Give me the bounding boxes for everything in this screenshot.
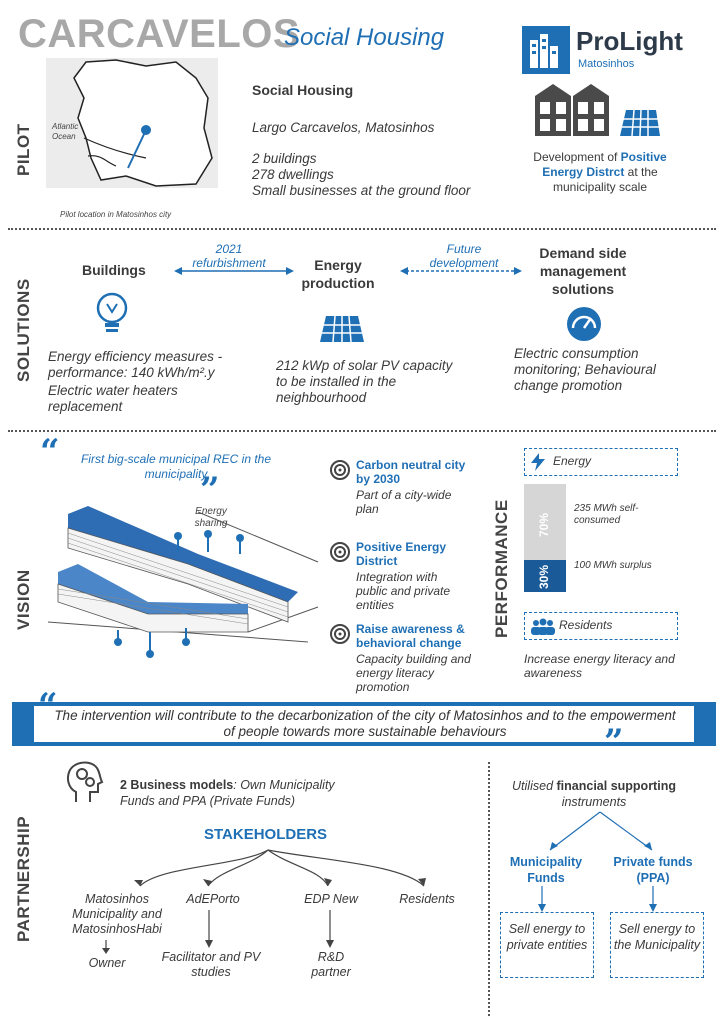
ped-post: at the municipality scale — [552, 165, 658, 194]
vision-item-text: Part of a city-wide plan — [356, 488, 452, 516]
logo-name: ProLight — [576, 26, 683, 56]
section-divider — [8, 430, 716, 432]
solutions-col1-title: Buildings — [82, 262, 146, 278]
bar-surplus-text: 100 MWh surplus — [574, 560, 652, 571]
stakeholder-3: EDP New — [304, 892, 358, 906]
bar-surplus-pct: 30% — [537, 564, 552, 590]
arrow-down-icon — [538, 886, 546, 912]
energy-sharing-label: Energy sharing — [194, 506, 228, 529]
solar-panel-icon — [320, 316, 364, 342]
vision-item-title: Positive Energy District — [356, 540, 447, 568]
arrow-down-icon — [326, 910, 334, 948]
banner-quote-close-icon: ” — [604, 722, 624, 762]
vision-item-text: Capacity building and energy literacy promotion — [356, 652, 471, 694]
solutions-col2-title: Energy production — [301, 257, 375, 291]
fin-bold: financial supporting — [556, 779, 676, 793]
stakeholders-title: STAKEHOLDERS — [204, 826, 328, 843]
section-label-solutions: SOLUTIONS — [14, 278, 33, 382]
residents-text: Increase energy literacy and awareness — [524, 652, 675, 680]
residents-label: Residents — [559, 618, 613, 632]
bar-self-pct: 70% — [537, 512, 552, 538]
arrow-down-icon — [649, 886, 657, 912]
bm-rest: : Own Municipality Funds and PPA (Private Funds) — [120, 778, 335, 808]
bm-bold: 2 Business models — [120, 778, 234, 792]
vision-item-title: Raise awareness & behavioral change — [356, 622, 465, 650]
bar-surplus — [524, 560, 566, 592]
energy-label: Energy — [553, 454, 592, 468]
arrow-down-icon — [205, 910, 213, 948]
stakeholder-2-role: Facilitator and PV studies — [161, 950, 261, 979]
vision-item-text: Integration with public and private entities — [356, 570, 451, 612]
head-gears-icon — [66, 760, 104, 804]
prolight-logo — [522, 26, 712, 74]
solutions-col3-text: Electric consumption monitoring; Behavioural change promotion — [514, 346, 656, 393]
target-icon — [330, 542, 350, 562]
pilot-fact: 2 buildings — [252, 151, 317, 166]
map-caption: Pilot location in Matosinhos city — [60, 210, 172, 219]
energy-bar-chart — [524, 484, 566, 592]
solutions-col3-title: Demand side management solutions — [539, 245, 627, 297]
stakeholder-4: Residents — [399, 892, 455, 906]
fund-1-box — [500, 912, 594, 978]
bar-self-consumed — [524, 484, 566, 560]
page-title: CARCAVELOS — [18, 12, 301, 56]
pilot-fact: 278 dwellings — [252, 167, 334, 182]
arrow1-label: 2021 refurbishment — [192, 242, 266, 270]
solutions-col2-text: 212 kWp of solar PV capacity to be installed in the neighbourhood — [276, 358, 453, 405]
lightning-icon — [531, 453, 545, 471]
fund-2-box — [610, 912, 704, 978]
stakeholder-1-role: Owner — [88, 956, 126, 970]
buildings-illustration — [48, 492, 318, 662]
people-icon — [530, 619, 556, 635]
gauge-icon — [566, 306, 602, 342]
section-label-partnership: PARTNERSHIP — [14, 815, 33, 942]
solar-panel-icon — [620, 110, 660, 136]
column-divider — [488, 762, 490, 1016]
double-arrow-2 — [400, 266, 522, 276]
page-subtitle: Social Housing — [284, 24, 445, 51]
stakeholder-1: Matosinhos Municipality and MatosinhosHabi — [72, 892, 162, 936]
pilot-heading: Social Housing — [252, 82, 354, 98]
ped-description — [520, 150, 680, 195]
solutions-col1-text1: Energy efficiency measures - performance: 140 kWh/m².y — [48, 349, 223, 380]
section-label-performance: PERFORMANCE — [492, 499, 511, 638]
fund-1: Municipality Funds — [509, 855, 583, 885]
map-ocean-label: Atlantic Ocean — [52, 122, 79, 141]
funds-tree — [526, 812, 686, 852]
vision-item-title: Carbon neutral city by 2030 — [356, 458, 466, 486]
solutions-col1-text2: Electric water heaters replacement — [48, 383, 178, 414]
fund-1-box-text: Sell energy to private entities — [506, 922, 588, 952]
energy-header-box — [524, 448, 678, 476]
ped-bold: Positive Energy Distrct — [542, 150, 667, 179]
banner-quote-open-icon: “ — [38, 686, 58, 726]
vision-quote: First big-scale municipal REC in the municipality — [80, 452, 272, 481]
financial-instruments — [496, 778, 692, 810]
section-label-vision: VISION — [14, 569, 33, 630]
banner-text: The intervention will contribute to the decarbonization of the city of Matosinhos and to the empowerment of people towards more sustainable behaviours — [54, 708, 676, 739]
lightbulb-icon — [94, 292, 130, 336]
logo-sub: Matosinhos — [578, 58, 635, 70]
quote-open-icon: “ — [40, 432, 60, 472]
residents-header-box — [524, 612, 678, 640]
pilot-fact: Small businesses at the ground floor — [252, 183, 471, 198]
bar-self-text: 235 MWh self-consumed — [574, 503, 639, 526]
stakeholder-2: AdEPorto — [186, 892, 240, 906]
target-icon — [330, 460, 350, 480]
ped-pre: Development of — [533, 150, 618, 164]
target-icon — [330, 624, 350, 644]
pilot-address: Largo Carcavelos, Matosinhos — [252, 120, 435, 135]
fin-post: instruments — [561, 795, 627, 809]
fin-pre: Utilised — [512, 779, 554, 793]
pilot-map — [46, 58, 218, 188]
section-divider — [8, 228, 716, 230]
stakeholder-3-role: R&D partner — [311, 950, 351, 979]
arrow2-label: Future development — [429, 242, 499, 270]
quote-close-icon: ” — [200, 470, 220, 510]
arrow-down-icon — [102, 940, 110, 954]
double-arrow-1 — [174, 266, 294, 276]
section-label-pilot: PILOT — [14, 123, 33, 176]
fund-2-box-text: Sell energy to the Municipality — [613, 922, 701, 952]
fund-2: Private funds (PPA) — [613, 855, 693, 885]
prolight-logo-icon — [522, 26, 570, 74]
buildings-icon — [535, 84, 615, 136]
business-models — [120, 777, 370, 809]
